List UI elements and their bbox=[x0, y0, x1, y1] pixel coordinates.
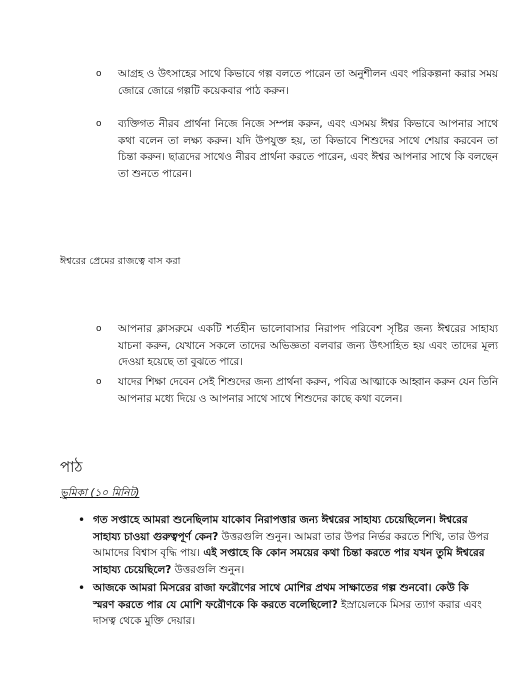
section-heading: ঈশ্বরের প্রেমের রাজত্বে বাস করা bbox=[60, 256, 181, 267]
intro-heading: ভূমিকা (১০ মিনিট) bbox=[60, 487, 140, 499]
circle-bullet-icon: o bbox=[96, 119, 102, 129]
bold-question: গত সপ্তাহে আমরা শুনেছিলাম যাকোব নিরাপত্তার জন্য ঈশ্বরের সাহায্য চেয়েছিলেন। ঈশ্বরের সাহায্য চাওয়া গুরুত্বপূর্ণ কেন? bbox=[93, 514, 468, 543]
sub-list-item bbox=[96, 116, 498, 182]
bold-question: আজকে আমরা মিসরের রাজা ফরৌণের সাথে মোশির প্রথম সাক্ষাতের গল্প শুনবো। কেউ কি স্মরণ করতে পার যে মোশি ফরৌণকে কি করতে বলেছিলো? bbox=[93, 582, 469, 611]
sub-list-item-text: আপনার ক্লাসরুমে একটি শর্তহীন ভালোবাসার নিরাপদ পরিবেশ সৃষ্টির জন্য ঈশ্বরের সাহায্য যাচনা করুন, যেখানে সকলে তাদের অভিজ্ঞতা বলবার জন্য উৎসাহিত হয় এবং তাদের মূল্য দেওয়া হয়েছে তা বুঝতে পারে। bbox=[118, 323, 498, 368]
sub-list-item bbox=[96, 374, 498, 407]
sub-list-item bbox=[96, 66, 498, 99]
instruction-text: ইস্রায়েলকে মিসর ত্যাগ করার এবং দাসত্ব থেকে মুক্তি দেয়ার। bbox=[93, 598, 482, 627]
instruction-text: উত্তরগুলি শুনুন। bbox=[171, 563, 245, 576]
circle-bullet-icon: o bbox=[96, 324, 102, 334]
sub-list-item-text: যাদের শিক্ষা দেবেন সেই শিশুদের জন্য প্রার্থনা করুন, পবিত্র আত্মাকে আহ্বান করুন যেন তিনি আপনার মধ্যে দিয়ে ও আপনার সাথে সাথে শিশুদের কাছে কথা বলেন। bbox=[118, 376, 498, 405]
bullet-item bbox=[78, 580, 493, 630]
sub-list-item-text: ব্যক্তিগত নীরব প্রার্থনা নিজে নিজে সম্পন্ন করুন, এবং এসময় ঈশ্বর কিভাবে আপনার সাথে কথা বলেন তা লক্ষ্য করুন। যদি উপযুক্ত হয়, তা কিভাবে শিশুদের সাথে শেয়ার করবেন তা চিন্তা করুন। ছাত্রদের সাথেও নীরব প্রার্থনা করতে পারেন, এবং ঈশ্বর আপনার সাথে কি বলছেন তা শুনতে পারেন। bbox=[118, 118, 498, 180]
sub-list-item-text: আগ্রহ ও উৎসাহের সাথে কিভাবে গল্প বলতে পারেন তা অনুশীলন এবং পরিকল্পনা করার সময় জোরে জোরে গল্পটি কয়েকবার পাঠ করুন। bbox=[118, 68, 498, 97]
lesson-title: পাঠ bbox=[60, 458, 83, 476]
bullet-item-text bbox=[93, 580, 493, 630]
sub-list-item bbox=[96, 321, 498, 371]
bullet-item-text bbox=[93, 512, 493, 578]
bullet-item bbox=[78, 512, 493, 578]
circle-bullet-icon: o bbox=[96, 69, 102, 79]
bullet-icon: • bbox=[78, 581, 86, 595]
bullet-icon: • bbox=[78, 513, 86, 527]
circle-bullet-icon: o bbox=[96, 377, 102, 387]
instruction-text: উত্তরগুলি শুনুন। আমরা তার উপর নির্ভর করতে শিখি, তার উপর আমাদের বিশ্বাস বৃদ্ধি পায়। bbox=[93, 530, 489, 559]
bold-question: এই সপ্তাহে কি কোন সময়ের কথা চিন্তা করতে পার যখন তুমি ঈশ্বরের সাহায্য চেয়েছিলে? bbox=[93, 547, 485, 576]
